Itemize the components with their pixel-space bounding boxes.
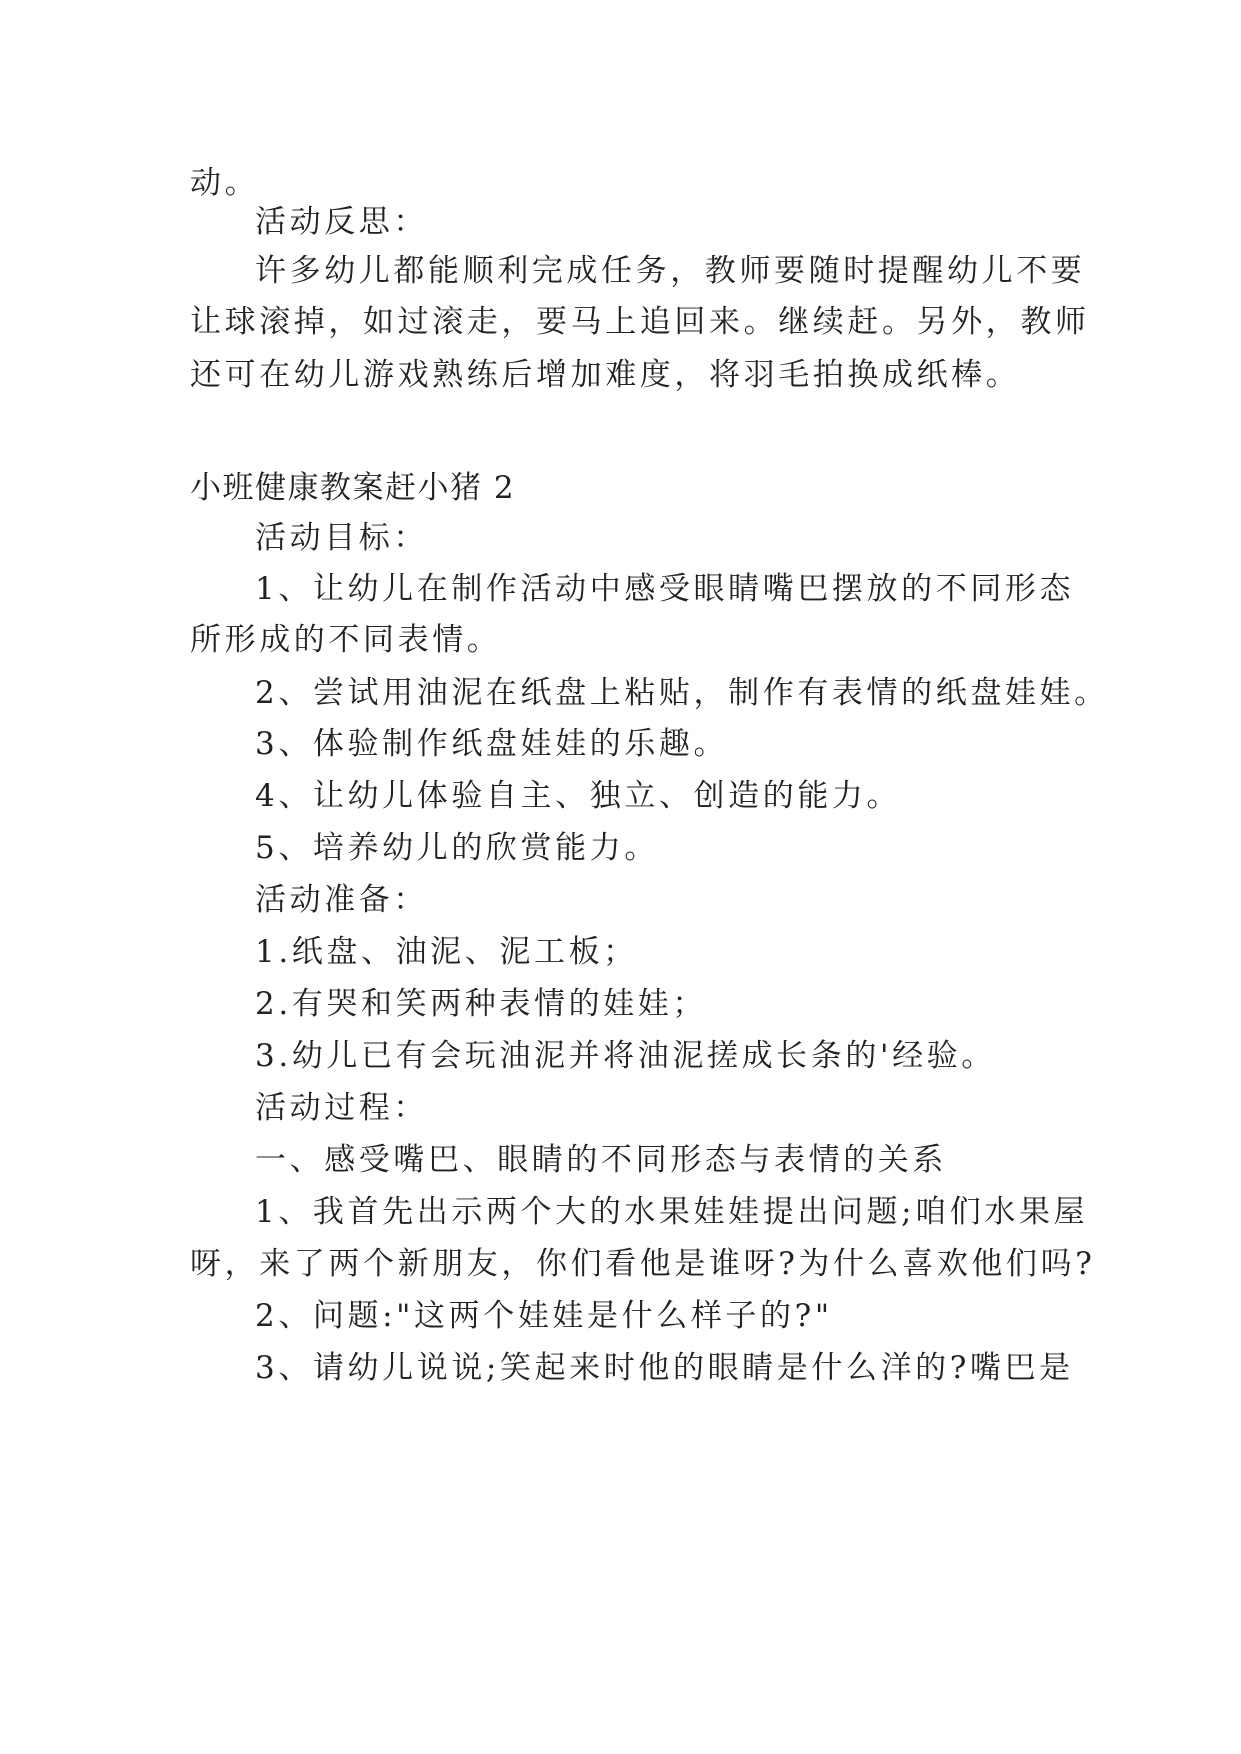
section-heading-preparation: 活动准备： <box>255 882 428 918</box>
goal-item-5: 5、培养幼儿的欣赏能力。 <box>255 830 659 866</box>
process-item-3: 3、请幼儿说说;笑起来时他的眼睛是什么洋的?嘴巴是 <box>255 1350 1074 1386</box>
section-heading-process: 活动过程： <box>255 1090 428 1126</box>
prep-item-1: 1.纸盘、油泥、泥工板； <box>255 934 638 970</box>
goal-item-4: 4、让幼儿体验自主、独立、创造的能力。 <box>255 778 902 814</box>
prep-item-3: 3.幼儿已有会玩油泥并将油泥搓成长条的'经验。 <box>255 1038 996 1074</box>
text-line: 呀，来了两个新朋友，你们看他是谁呀?为什么喜欢他们吗? <box>190 1246 1096 1282</box>
goal-item-1: 1、让幼儿在制作活动中感受眼睛嘴巴摆放的不同形态 <box>255 571 1075 607</box>
process-item-2: 2、问题:"这两个娃娃是什么样子的?" <box>255 1298 833 1334</box>
goal-item-3: 3、体验制作纸盘娃娃的乐趣。 <box>255 726 729 762</box>
section-heading-reflection: 活动反思： <box>255 204 428 240</box>
section-heading-goals: 活动目标： <box>255 520 428 556</box>
text-line: 让球滚掉，如过滚走，要马上追回来。继续赶。另外，教师 <box>190 304 1090 340</box>
process-step-heading: 一、感受嘴巴、眼睛的不同形态与表情的关系 <box>255 1142 947 1178</box>
text-line: 所形成的不同表情。 <box>190 622 502 658</box>
process-item-1: 1、我首先出示两个大的水果娃娃提出问题;咱们水果屋 <box>255 1194 1089 1230</box>
prep-item-2: 2.有哭和笑两种表情的娃娃； <box>255 986 707 1022</box>
text-line: 许多幼儿都能顺利完成任务，教师要随时提醒幼儿不要 <box>255 253 1086 289</box>
lesson-title: 小班健康教案赶小猪 2 <box>190 470 516 506</box>
text-line: 动。 <box>190 165 260 201</box>
text-line: 还可在幼儿游戏熟练后增加难度，将羽毛拍换成纸棒。 <box>190 357 1021 393</box>
goal-item-2: 2、尝试用油泥在纸盘上粘贴，制作有表情的纸盘娃娃。 <box>255 675 1109 711</box>
